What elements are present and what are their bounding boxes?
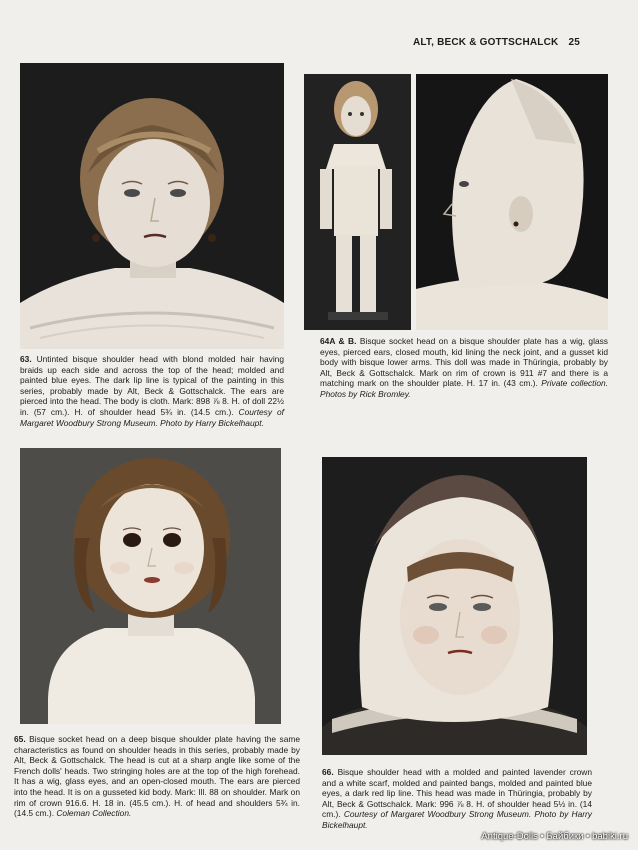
caption-64 [320,336,608,400]
caption-63 [20,354,284,428]
caption-66-text: Bisque shoulder head with a molded and painted lavender crown and a white scarf, molded and painted bangs, molded and painted blue eyes, a dark red lip line. This head was made in Thüringia, probably by Alt, Beck & Gottschalck. Mark: 996 ⅞ 8. H. of shoulder head 5½ in. (14 cm.). [322,767,592,820]
caption-65-text: Bisque socket head on a deep bisque shoulder plate having the same characteristics as found on shoulder heads in this series, probably made by Alt, Beck & Gottschalck. The head is cut at a sharp angle like some of the French dolls' heads. Two stringing holes are at the top of the high forehead. It has a wig, glass eyes, and an open-closed mouth. The ears are pierced into the head. It is on a gusseted kid body. Mark: Ill. 88 on shoulder. Mark on rim of crown 916.6. H. 18 in. (45.5 cm.). H. of head and shoulders 5¾ in. (14.5 cm.). [14,734,300,819]
doll-65-illustration [20,448,281,724]
photo-64b-head-profile [416,74,608,330]
caption-66 [322,767,592,831]
caption-63-number: 63. [20,354,32,364]
caption-64-credit: Private collection. Photos by Rick Bromley. [320,378,609,399]
page-number: 25 [568,37,580,48]
doll-64b-illustration [416,74,608,330]
caption-66-credit: Courtesy of Margaret Woodbury Strong Museum. Photo by Harry Bickelhaupt. [322,809,592,830]
caption-64-number: 64A & B. [320,336,357,346]
doll-63-illustration [20,63,284,349]
caption-65 [14,734,300,819]
caption-63-text: Untinted bisque shoulder head with blond molded hair having braids up each side and across the top of the head; molded and painted blue eyes. The dark lip line is typical of the painting in this series, probably made by Alt, Beck & Gottschalck. The ears are pierced into the head. The body is cloth. Mark: 898 ⅞ 8. H. of doll 22½ in. (57 cm.). H. of shoulder head 5¾ in. (14.5 cm.). [20,354,285,417]
photo-64a-full-doll [304,74,411,330]
photo-65-socket-head [20,448,281,724]
photo-63-shoulder-head [20,63,284,349]
photo-66-scarf-head [322,457,587,755]
running-header [413,37,580,48]
site-watermark: Antique-Dolls • Байбики • babiki.ru [481,831,628,842]
doll-66-illustration [322,457,587,755]
doll-64a-illustration [304,74,411,330]
caption-65-number: 65. [14,734,26,744]
caption-63-credit: Courtesy of Margaret Woodbury Strong Museum. Photo by Harry Bickelhaupt. [20,406,285,428]
caption-64-text: Bisque socket head on a bisque shoulder plate has a wig, glass eyes, pierced ears, closed mouth, kid lining the neck joint, and a gusset kid body with bisque lower arms. This doll was made in Thüringia, probably by Alt, Beck & Gottschalck. Mark on rim of crown is 911 #7 and there is a matching mark on the shoulder plate. H. 17 in. (43 cm.). [320,336,608,389]
chapter-title: ALT, BECK & GOTTSCHALCK [412,37,559,48]
caption-65-credit: Coleman Collection. [56,808,132,819]
caption-66-number: 66. [322,767,334,777]
